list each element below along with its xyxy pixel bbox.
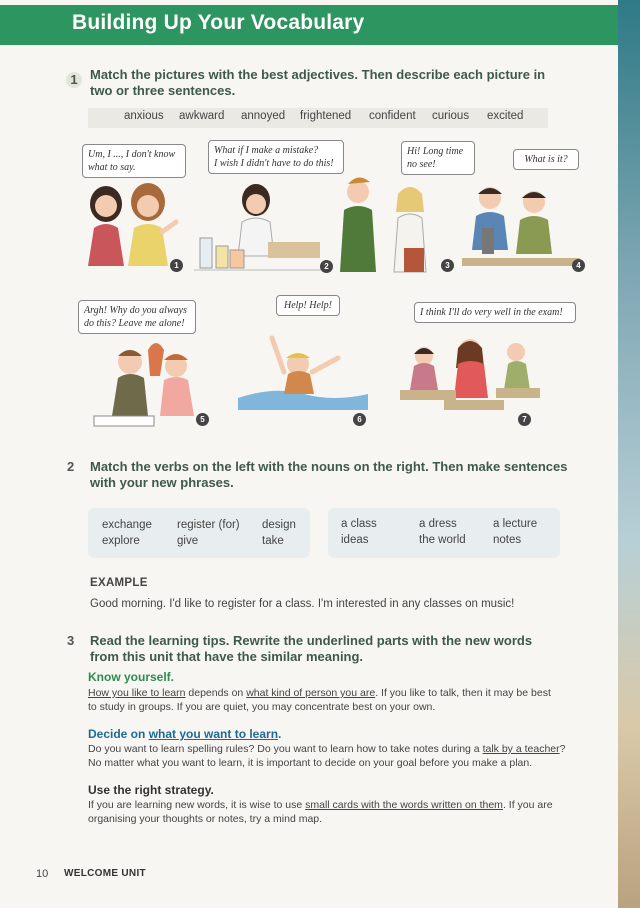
verb-explore: explore	[102, 535, 140, 547]
picture-number-6: 6	[353, 413, 366, 426]
bubble-5-line1: Argh! Why do you always	[84, 305, 187, 316]
question-2-number: 2	[67, 459, 75, 474]
verb-give: give	[177, 535, 199, 547]
adjective-curious: curious	[432, 110, 470, 122]
tip-2-line2: No matter what you want to learn, it is important to decide on your goal before you make a plan.	[88, 757, 533, 769]
noun-ideas: ideas	[341, 534, 369, 546]
picture-number-5: 5	[196, 413, 209, 426]
adjacent-page-edge	[618, 0, 640, 908]
tip-1-line2: to study in groups. If you are quiet, you may concentrate best on your own.	[88, 701, 436, 713]
bubble-7-line1: I think I'll do very well in the exam!	[420, 307, 563, 318]
illustration-1-awkward-girls	[76, 176, 186, 274]
bubble-2-line2: I wish I didn't have to do this!	[214, 158, 334, 169]
verb-exchange: exchange	[102, 519, 152, 531]
verb-register-for: register (for)	[177, 519, 240, 531]
speech-bubble-7	[414, 302, 576, 323]
speech-bubble-6	[276, 295, 340, 316]
adjective-excited: excited	[487, 110, 524, 122]
tip-2-text-a: Do you want to learn spelling rules? Do you want to learn how to take notes during a	[88, 743, 483, 755]
adjective-awkward: awkward	[179, 110, 225, 122]
verb-design: design	[262, 519, 296, 531]
tip-1-underline-1: How you like to learn	[88, 687, 186, 699]
page-header	[0, 5, 618, 45]
tip-2-heading-b: .	[278, 727, 282, 741]
example-text: Good morning. I'd like to register for a class. I'm interested in any classes on music!	[90, 598, 515, 610]
noun-a-class: a class	[341, 518, 377, 530]
tip-3-line1	[88, 798, 588, 812]
bubble-2-line1: What if I make a mistake?	[214, 145, 319, 156]
question-1-number: 1	[66, 72, 82, 88]
illustration-6-frightened-swimmer	[234, 324, 374, 410]
adjective-anxious: anxious	[124, 110, 164, 122]
tip-2-underline: talk by a teacher	[482, 743, 560, 755]
verb-take: take	[262, 535, 284, 547]
bubble-4-line1: What is it?	[524, 154, 568, 165]
tip-1-text-a: depends on	[185, 687, 247, 699]
bubble-5-line2: do this? Leave me alone!	[84, 318, 185, 329]
page-title: Building Up Your Vocabulary	[72, 11, 365, 34]
speech-bubble-1	[82, 144, 186, 178]
speech-bubble-2	[208, 140, 344, 174]
noun-notes: notes	[493, 534, 522, 546]
speech-bubble-5	[78, 300, 196, 334]
tip-2-heading-underline: what you want to learn	[148, 727, 279, 741]
tip-1-text-b: . If you like to talk, then it may be best	[375, 687, 551, 699]
tip-1-heading: Know yourself.	[88, 670, 175, 684]
tip-2-heading	[88, 727, 281, 741]
question-3-line1: Read the learning tips. Rewrite the underlined parts with the new words	[90, 633, 533, 648]
adjective-annoyed: annoyed	[241, 110, 286, 122]
question-2-line2: with your new phrases.	[90, 475, 234, 490]
tip-1-underline-2: what kind of person you are	[246, 687, 376, 699]
picture-number-7: 7	[518, 413, 531, 426]
bubble-3-line1: Hi! Long time	[407, 146, 464, 157]
bubble-1-line2: what to say.	[88, 162, 136, 173]
picture-number-4: 4	[572, 259, 585, 272]
picture-number-3: 3	[441, 259, 454, 272]
question-2-line1: Match the verbs on the left with the nouns on the right. Then make sentences	[90, 459, 568, 474]
noun-a-lecture: a lecture	[493, 518, 538, 530]
adjective-frightened: frightened	[300, 110, 352, 122]
bubble-1-line1: Um, I ..., I don't know	[88, 149, 176, 160]
page-number: 10	[36, 868, 49, 880]
illustration-7-confident-student	[398, 334, 546, 418]
tip-3-paragraph	[88, 798, 588, 826]
illustration-3-excited-friends	[334, 172, 452, 278]
verbs-box	[88, 508, 310, 558]
question-1-line1: Match the pictures with the best adjectives. Then describe each picture in	[90, 67, 546, 82]
bubble-6-line1: Help! Help!	[283, 300, 333, 311]
question-3-line2: from this unit that have the similar meaning.	[90, 649, 364, 664]
noun-the-world: the world	[419, 534, 466, 546]
picture-number-1: 1	[170, 259, 183, 272]
illustration-4-curious-boys	[462, 180, 582, 272]
unit-label: WELCOME UNIT	[64, 868, 146, 879]
tip-2-text-b: ?	[559, 743, 566, 755]
tip-3-text-a: If you are learning new words, it is wise to use	[88, 799, 306, 811]
tip-1-paragraph	[88, 686, 588, 714]
question-3-number: 3	[67, 633, 75, 648]
tip-3-underline: small cards with the words written on them	[305, 799, 503, 811]
noun-a-dress: a dress	[419, 518, 457, 530]
illustration-2-anxious-student	[194, 176, 334, 276]
question-1-line2: two or three sentences.	[90, 83, 236, 98]
bubble-3-line2: no see!	[407, 159, 436, 170]
adjective-confident: confident	[369, 110, 416, 122]
tip-3-text-b: . If you are	[502, 799, 553, 811]
tip-2-heading-a: Decide on	[88, 727, 149, 741]
tip-3-heading: Use the right strategy.	[88, 783, 214, 797]
tip-3-line2: organising your thoughts or notes, try a mind map.	[88, 813, 323, 825]
example-heading: EXAMPLE	[90, 577, 148, 589]
nouns-box	[328, 508, 560, 558]
picture-number-2: 2	[320, 260, 333, 273]
tip-2-line1	[88, 742, 588, 756]
speech-bubble-4	[513, 149, 579, 170]
speech-bubble-3	[401, 141, 475, 175]
tip-2-paragraph	[88, 742, 588, 770]
tip-1-line1	[88, 686, 588, 700]
